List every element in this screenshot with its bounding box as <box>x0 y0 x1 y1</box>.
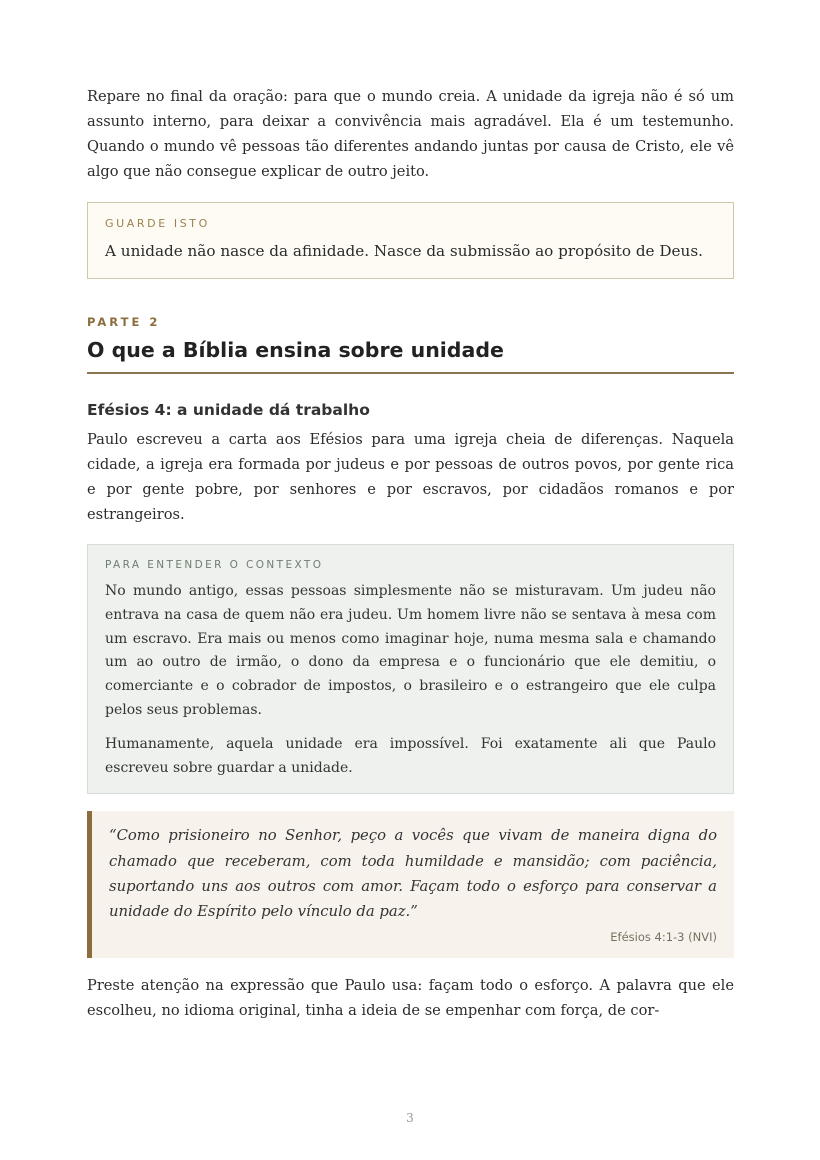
document-page <box>87 84 734 1023</box>
subsection-paragraph: Paulo escreveu a carta aos Efésios para uma igreja cheia de diferenças. Naquela cidade, a igreja era formada por judeus e por pessoas de outros povos, por gente rica e por gente pobre, por senhores e por escravos, por cidadãos romanos e por estrangeiros. <box>87 431 734 523</box>
quote-reference: Efésios 4:1-3 (NVI) <box>610 929 717 944</box>
part-label: PARTE 2 <box>87 315 161 329</box>
keep-this-callout <box>87 202 734 279</box>
context-callout <box>87 544 734 794</box>
page-number: 3 <box>406 1111 414 1125</box>
closing-paragraph: Preste atenção na expressão que Paulo usa: façam todo o esforço. A palavra que ele escolheu, no idioma original, tinha a ideia de se empenhar com força, de cor- <box>87 976 734 1019</box>
quote-text: “Como prisioneiro no Senhor, peço a vocês que vivam de maneira digna do chamado que receberam, com toda humildade e mansidão; com paciência, suportando uns aos outros com amor. Façam todo o esforço para conservar a unidade do Espírito pelo vínculo da paz.” <box>109 827 717 921</box>
keep-this-label: GUARDE ISTO <box>105 217 210 230</box>
context-paragraph: No mundo antigo, essas pessoas simplesmente não se misturavam. Um judeu não entrava na casa de quem não era judeu. Um homem livre não se sentava à mesa com um escravo. Era mais ou menos como imaginar hoje, numa mesma sala e chamando um ao outro de irmão, o dono da empresa e o funcionário que ele demitiu, o comerciante e o cobrador de impostos, o brasileiro e o estrangeiro que ele culpa pelos seus problemas. <box>105 583 716 718</box>
bible-quote-block <box>87 811 734 957</box>
section-title: O que a Bíblia ensina sobre unidade <box>87 338 734 374</box>
context-paragraph: Humanamente, aquela unidade era impossível. Foi exatamente ali que Paulo escreveu sobre guardar a unidade. <box>105 735 716 776</box>
intro-paragraph: Repare no final da oração: para que o mundo creia. A unidade da igreja não é só um assunto interno, para deixar a convivência mais agradável. Ela é um testemunho. Quando o mundo vê pessoas tão diferentes andando juntas por causa de Cristo, ele vê algo que não consegue explicar de outro jeito. <box>87 88 734 180</box>
context-label: PARA ENTENDER O CONTEXTO <box>105 559 324 571</box>
subsection-title: Efésios 4: a unidade dá trabalho <box>87 401 370 419</box>
keep-this-text: A unidade não nasce da afinidade. Nasce da submissão ao propósito de Deus. <box>105 242 703 260</box>
